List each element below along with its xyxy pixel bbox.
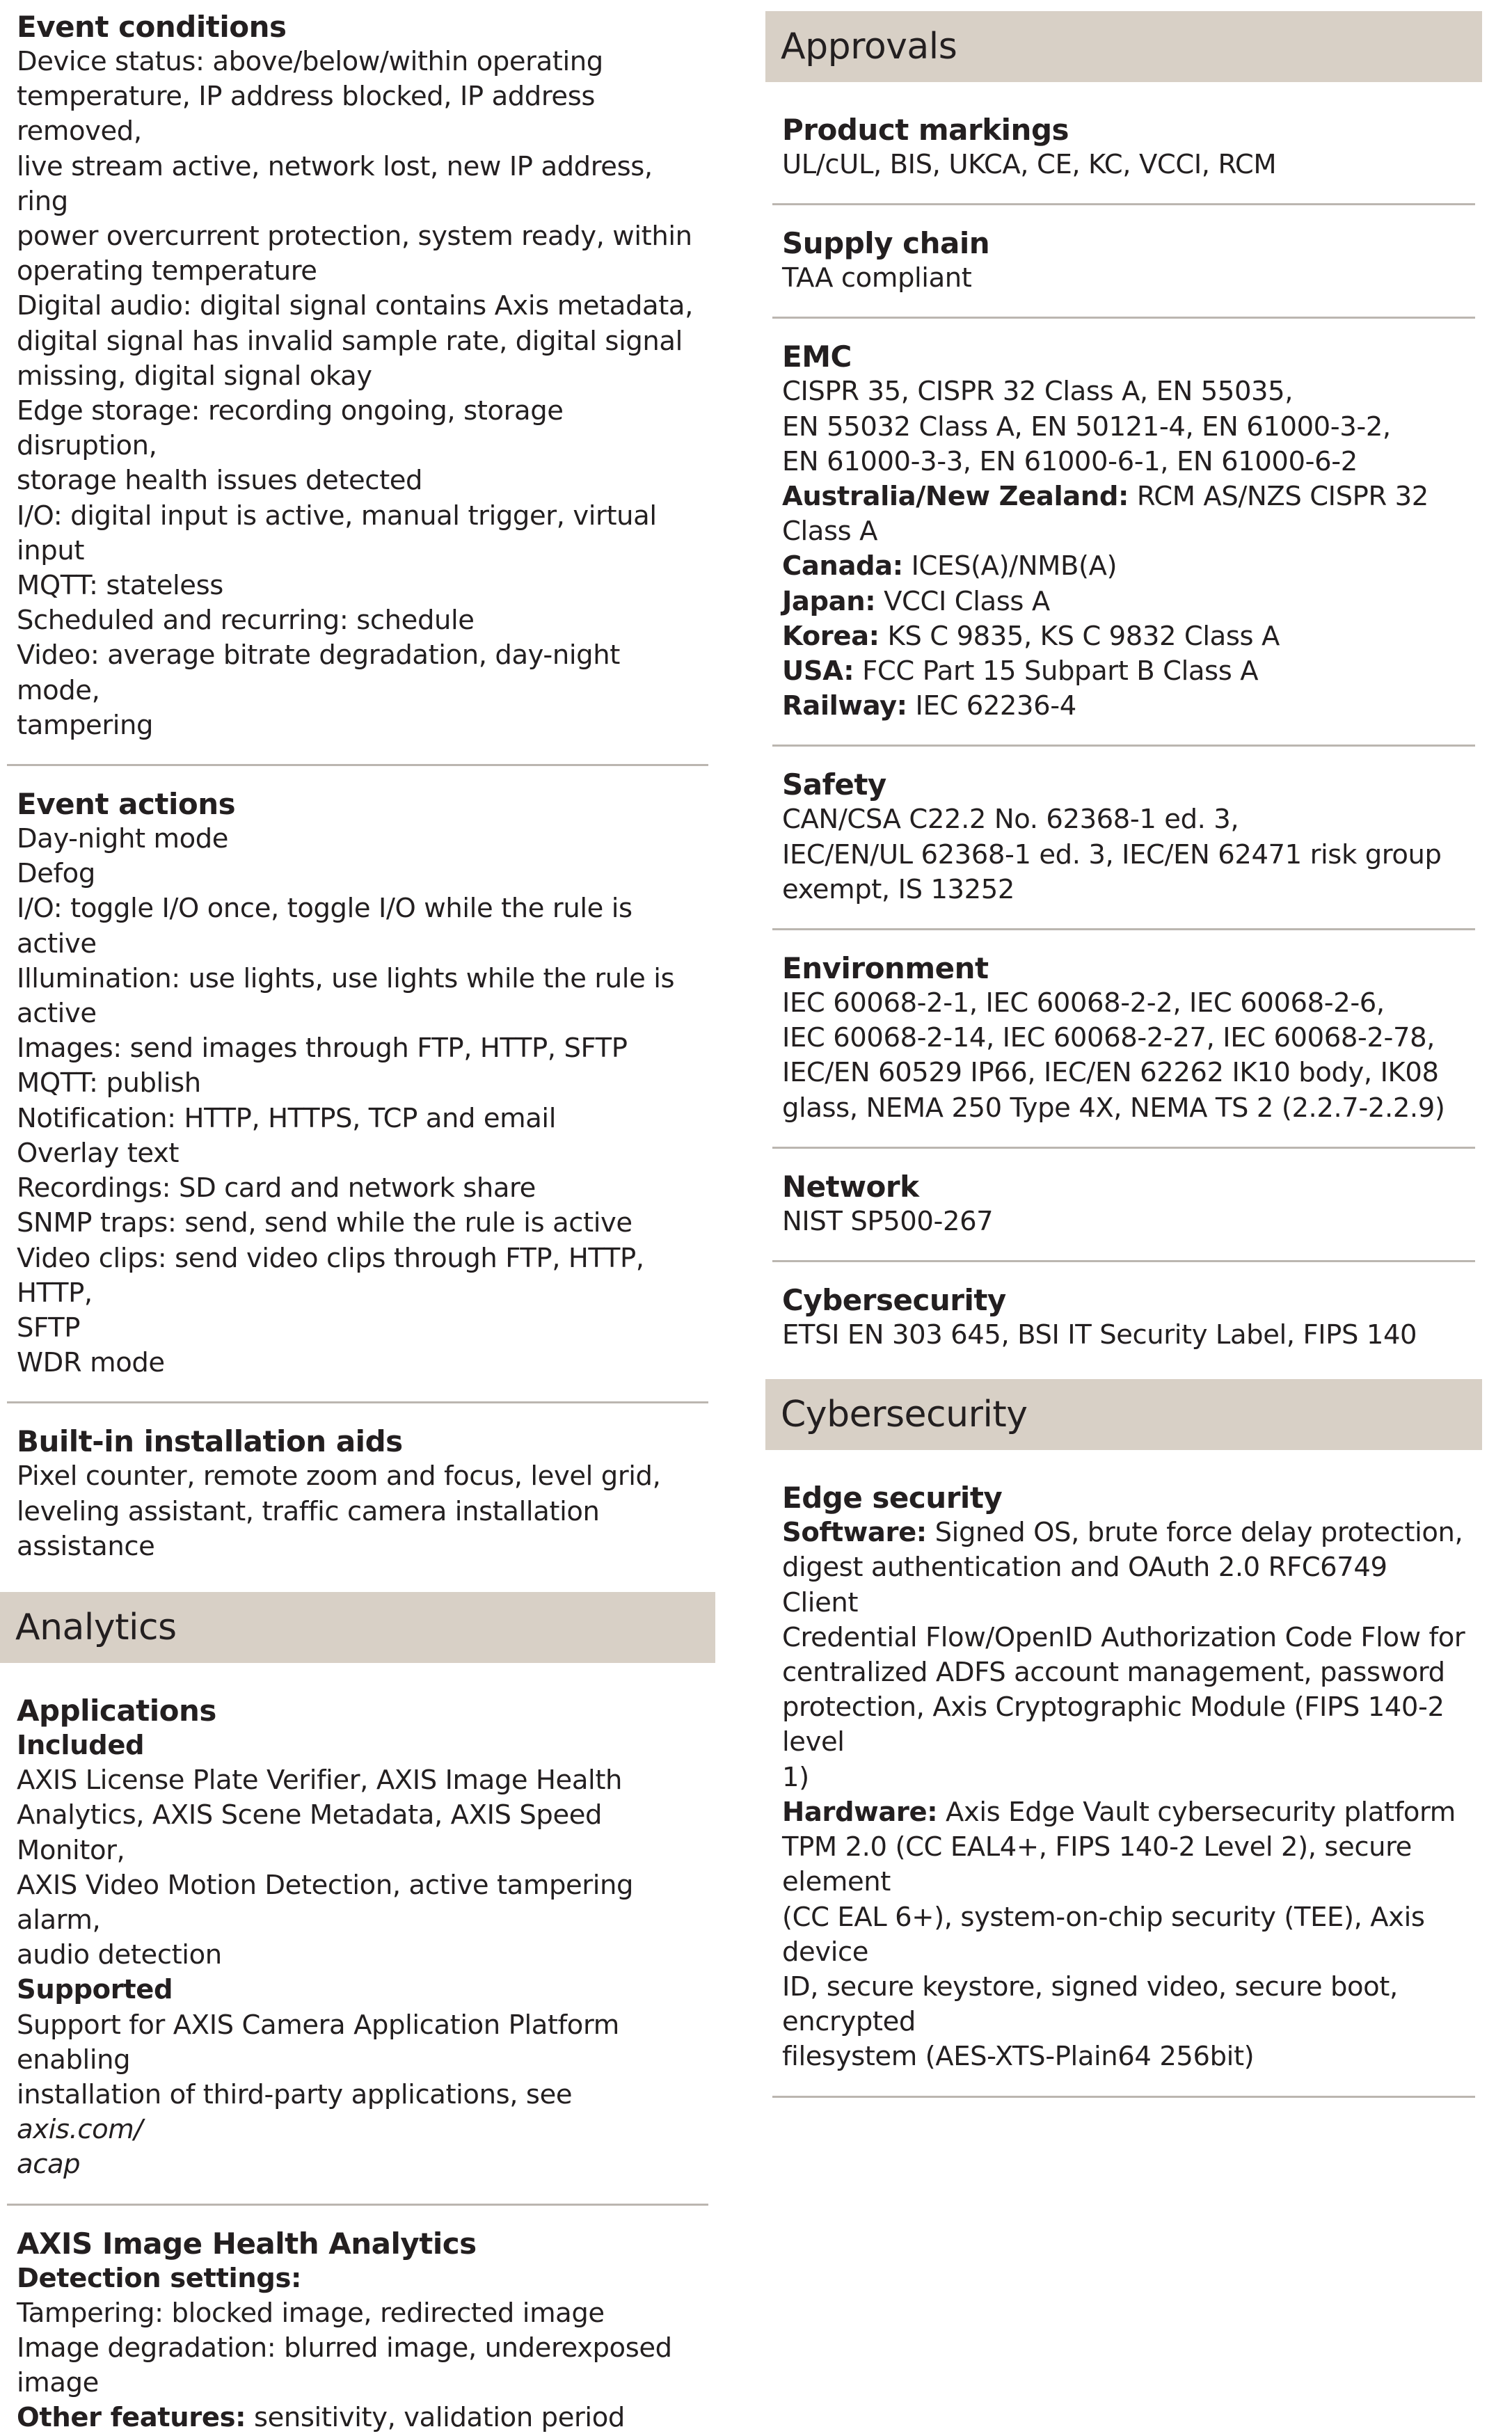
installation-aids-section [0,1403,715,1564]
text-line [782,654,1465,689]
text-line: Images: send images through FTP, HTTP, SFTP [17,1033,628,1065]
text-line: IEC/EN/UL 62368-1 ed. 3, IEC/EN 62471 risk group [782,838,1442,870]
emc-section [765,319,1482,724]
emc-region-value: KS C 9835, KS C 9832 Class A [879,620,1280,652]
emc-region-label: USA: [782,655,854,687]
emc-region-label: Japan: [782,585,876,617]
text-line: filesystem (AES-XTS-Plain64 256bit) [782,2041,1255,2073]
text-line [17,2147,699,2182]
text-line: glass, NEMA 250 Type 4X, NEMA TS 2 (2.2.7-2.2.9) [782,1092,1445,1124]
text-line: Notification: HTTP, HTTPS, TCP and email [17,1102,556,1134]
included-label: Included [17,1729,145,1761]
analytics-band: Analytics [0,1592,715,1663]
section-heading: EMC [782,340,852,374]
image-health-section [0,2206,715,2436]
applications-text [17,1728,699,2183]
text-line: TAA compliant [782,262,972,294]
text-line: Video clips: send video clips through FTP, HTTP, HTTP, [17,1242,644,1309]
detection-settings-label: Detection settings: [17,2262,301,2294]
approvals-band: Approvals [765,11,1482,82]
text-line: Device status: above/below/within operating [17,46,603,77]
product-markings-text [782,148,1465,182]
text-line: audio detection [17,1939,222,1971]
text-line: Analytics, AXIS Scene Metadata, AXIS Speed Monitor, [17,1799,603,1866]
event-actions-section [0,766,715,1380]
safety-section [765,747,1482,907]
section-heading: AXIS Image Health Analytics [17,2226,477,2261]
text-line: SFTP [17,1312,81,1344]
event-conditions-list [17,45,699,743]
text-line: temperature, IP address blocked, IP address removed, [17,81,596,148]
text-line: exempt, IS 13252 [782,873,1014,905]
text-line: UL/cUL, BIS, UKCA, CE, KC, VCCI, RCM [782,149,1277,180]
text-line [782,1795,1465,1830]
acap-link[interactable]: axis.com/ [17,2114,143,2146]
text-line: tampering [17,709,154,741]
text-line: IEC 60068-2-14, IEC 60068-2-27, IEC 60068-2-78, [782,1022,1435,1054]
section-heading: Event actions [17,787,236,822]
environment-section [765,930,1482,1126]
text-line [782,619,1465,654]
text-line: Support for AXIS Camera Application Platform enabling [17,2009,619,2076]
emc-region-label: Canada: [782,550,903,582]
section-heading: Event conditions [17,10,287,44]
text-line: CAN/CSA C22.2 No. 62368-1 ed. 3, [782,804,1239,836]
text-line: MQTT: publish [17,1067,201,1099]
text-line: active [17,998,97,1030]
text-line: Scheduled and recurring: schedule [17,605,475,637]
text-line: Tampering: blocked image, redirected image [17,2297,605,2329]
text-line: operating temperature [17,255,317,287]
emc-region-value: ICES(A)/NMB(A) [902,550,1117,582]
supported-text: installation of third-party applications, see [17,2078,573,2110]
installation-aids-text [17,1459,699,1564]
emc-text [782,374,1465,724]
text-line: live stream active, network lost, new IP address, ring [17,150,653,217]
text-line: Credential Flow/OpenID Authorization Code Flow for [782,1621,1465,1653]
emc-region-label: Australia/New Zealand: [782,481,1129,513]
text-line: ETSI EN 303 645, BSI IT Security Label, FIPS 140 [782,1319,1417,1351]
section-heading: Safety [782,767,886,802]
cybersecurity-cert-section [765,1262,1482,1353]
text-line: Defog [17,858,95,890]
text-line [17,2078,699,2147]
text-line: digest authentication and OAuth 2.0 RFC6749 Client [782,1552,1387,1618]
text-line: Recordings: SD card and network share [17,1172,536,1204]
acap-link-continued[interactable]: acap [17,2149,81,2181]
text-line: 1) [782,1761,809,1793]
text-line: Pixel counter, remote zoom and focus, level grid, [17,1460,661,1492]
section-heading: Environment [782,951,989,986]
text-line: missing, digital signal okay [17,360,372,392]
text-line: protection, Axis Cryptographic Module (FIPS 140-2 level [782,1691,1445,1758]
hardware-text: Axis Edge Vault cybersecurity platform [937,1796,1456,1828]
supported-label: Supported [17,1974,173,2006]
hardware-label: Hardware: [782,1796,938,1828]
text-line: NIST SP500-267 [782,1205,994,1237]
software-label: Software: [782,1517,927,1549]
text-line: IEC/EN 60529 IP66, IEC/EN 62262 IK10 body, IK08 [782,1057,1439,1089]
product-markings-section [765,82,1482,182]
section-heading: Built-in installation aids [17,1424,403,1459]
section-heading: Product markings [782,113,1069,147]
text-line [782,584,1465,619]
text-line: CISPR 35, CISPR 32 Class A, EN 55035, [782,376,1294,408]
text-line: digital signal has invalid sample rate, digital signal [17,325,683,357]
event-conditions-section [0,0,715,743]
safety-text [782,802,1465,907]
text-line: MQTT: stateless [17,570,223,602]
other-features-text: sensitivity, validation period [246,2402,625,2434]
cybersecurity-cert-text [782,1318,1465,1353]
text-line: I/O: toggle I/O once, toggle I/O while the rule is active [17,893,632,960]
text-line: Overlay text [17,1137,180,1169]
section-heading: Cybersecurity [782,1283,1006,1318]
text-line: Image degradation: blurred image, underexposed image [17,2332,672,2399]
text-line: centralized ADFS account management, password [782,1657,1445,1689]
text-line [782,689,1465,724]
text-line: TPM 2.0 (CC EAL4+, FIPS 140-2 Level 2), secure element [782,1831,1412,1898]
cybersecurity-band: Cybersecurity [765,1379,1482,1450]
emc-region-value: FCC Part 15 Subpart B Class A [854,655,1259,687]
text-line: AXIS Video Motion Detection, active tampering alarm, [17,1869,634,1936]
section-heading: Network [782,1169,919,1204]
supply-chain-text [782,261,1465,296]
text-line: storage health issues detected [17,465,423,497]
network-section [765,1149,1482,1239]
text-line: IEC 60068-2-1, IEC 60068-2-2, IEC 60068-2-6, [782,987,1385,1019]
text-line: (CC EAL 6+), system-on-chip security (TEE), Axis device [782,1901,1425,1968]
text-line: Edge storage: recording ongoing, storage disruption, [17,395,564,462]
event-actions-list [17,822,699,1380]
applications-section [0,1663,715,2183]
text-line [782,549,1465,584]
edge-security-text [782,1515,1465,2074]
emc-region-label: Railway: [782,690,907,722]
edge-security-section [765,1450,1482,2074]
emc-region-value: VCCI Class A [875,585,1050,617]
text-line: SNMP traps: send, send while the rule is active [17,1207,632,1239]
environment-text [782,986,1465,1126]
section-heading: Supply chain [782,226,990,261]
text-line: Video: average bitrate degradation, day-night mode, [17,639,620,706]
text-line: WDR mode [17,1347,165,1379]
text-line: ID, secure keystore, signed video, secure boot, encrypted [782,1971,1398,2038]
text-line [782,1515,1465,1550]
text-line: EN 55032 Class A, EN 50121-4, EN 61000-3-2, [782,411,1391,443]
left-column [0,0,715,2436]
text-line: AXIS License Plate Verifier, AXIS Image Health [17,1765,623,1797]
network-text [782,1204,1465,1239]
text-line [782,479,1465,549]
supply-chain-section [765,205,1482,296]
image-health-text [17,2261,699,2436]
text-line: power overcurrent protection, system ready, within [17,221,692,253]
other-features-label: Other features: [17,2402,246,2434]
emc-region-value: IEC 62236-4 [907,690,1076,722]
section-heading: Edge security [782,1481,1003,1515]
text-line: EN 61000-3-3, EN 61000-6-1, EN 61000-6-2 [782,445,1358,477]
text-line: Illumination: use lights, use lights while the rule is [17,962,675,994]
software-text: Signed OS, brute force delay protection, [926,1517,1463,1549]
text-line: Day-night mode [17,823,229,855]
text-line: Digital audio: digital signal contains Axis metadata, [17,290,693,322]
right-column [765,0,1482,2098]
emc-region-value: RCM AS/NZS CISPR 32 Class A [782,481,1429,548]
text-line: leveling assistant, traffic camera installation assistance [17,1495,600,1562]
divider [772,2096,1475,2098]
section-heading: Applications [17,1693,216,1728]
emc-region-label: Korea: [782,620,880,652]
text-line [17,2401,699,2435]
text-line: I/O: digital input is active, manual trigger, virtual input [17,500,657,566]
